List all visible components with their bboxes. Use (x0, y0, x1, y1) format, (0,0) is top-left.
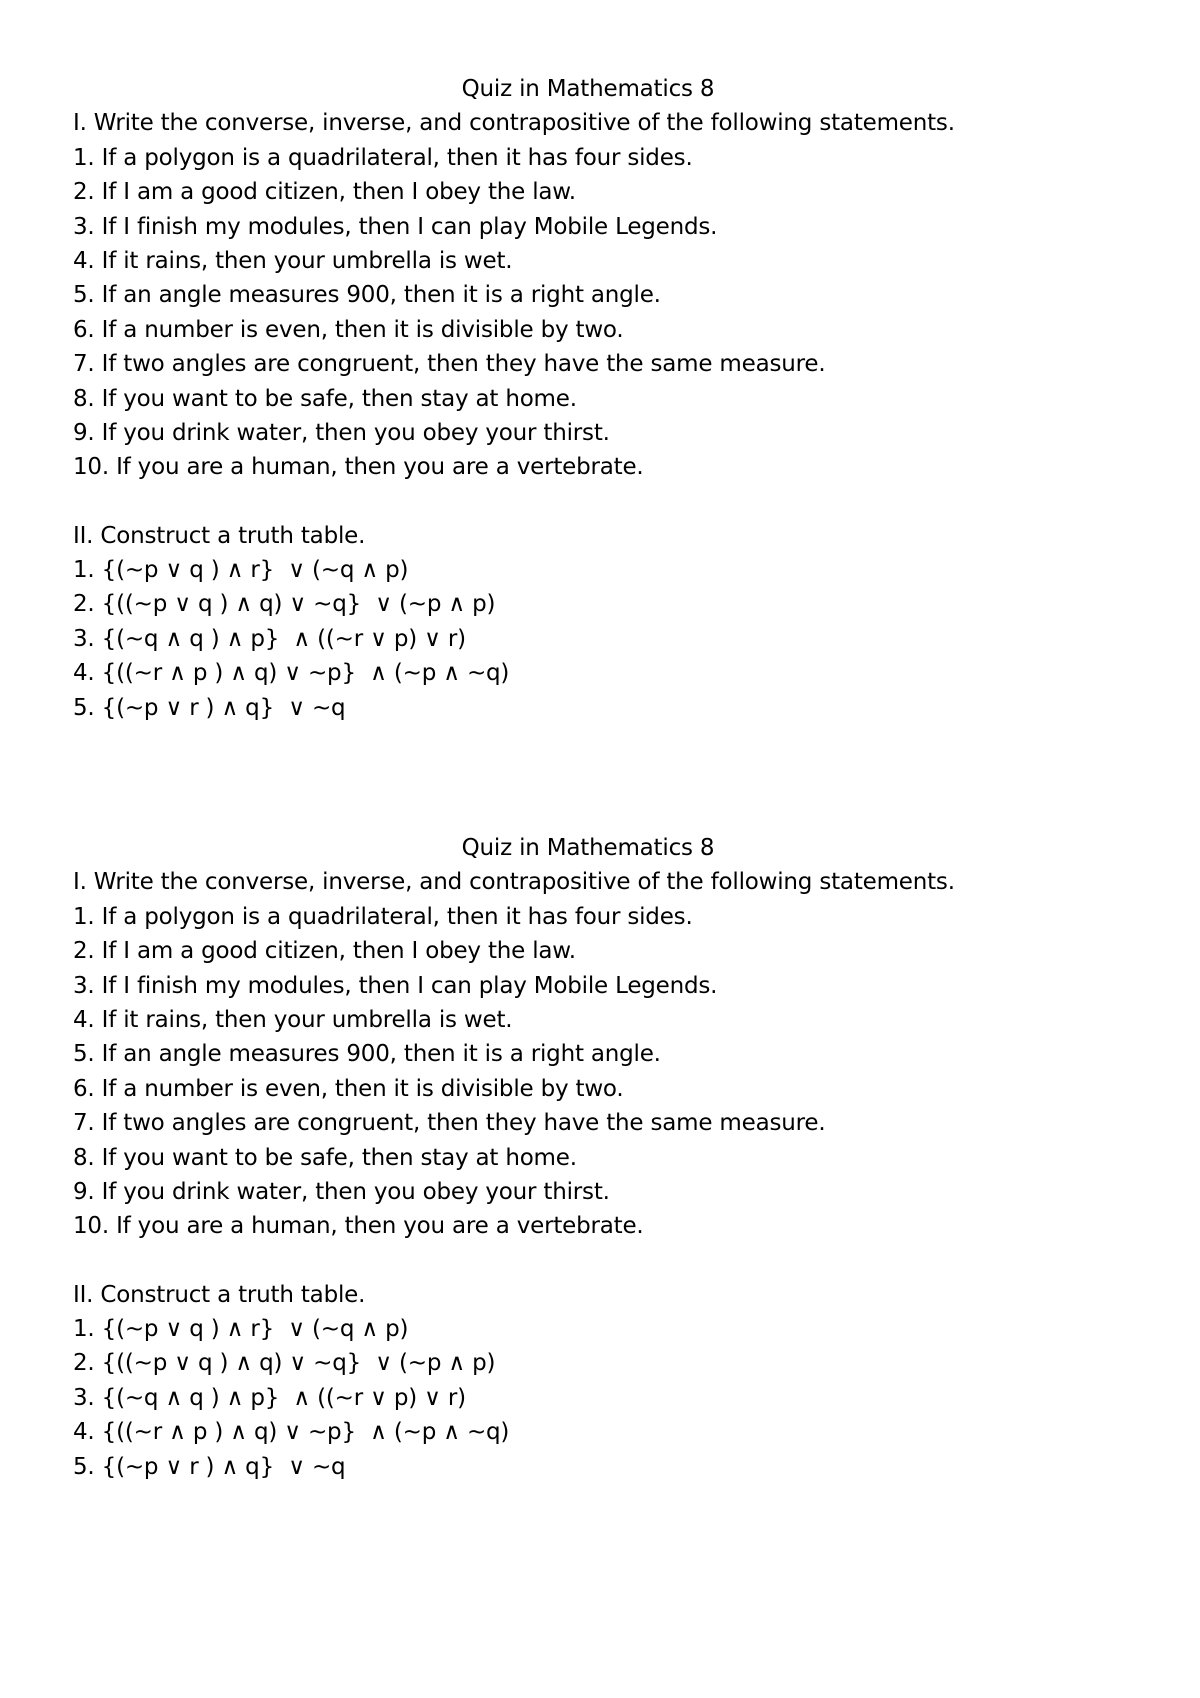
truth-table-item: 3. {(~q ∧ q ) ∧ p} ∧ ((~r ∨ p) ∨ r) (73, 625, 466, 652)
statement-item: 1. If a polygon is a quadrilateral, then it has four sides. (73, 144, 693, 171)
statement-item: 7. If two angles are congruent, then they have the same measure. (73, 351, 826, 378)
quiz-title: Quiz in Mathematics 8 (461, 76, 715, 102)
quiz-block-2 (73, 831, 1133, 1484)
statement-item: 10. If you are a human, then you are a vertebrate. (73, 454, 644, 481)
part-1-instruction: I. Write the converse, inverse, and contrapositive of the following statements. (73, 869, 955, 896)
statement-item: 8. If you want to be safe, then stay at home. (73, 385, 577, 412)
truth-table-item: 2. {((~p ∨ q ) ∧ q) ∨ ~q} ∨ (~p ∧ p) (73, 591, 496, 618)
statement-item: 5. If an angle measures 900, then it is a right angle. (73, 1041, 661, 1068)
truth-table-item: 3. {(~q ∧ q ) ∧ p} ∧ ((~r ∨ p) ∨ r) (73, 1384, 466, 1411)
truth-table-item: 5. {(~p ∨ r ) ∧ q} ∨ ~q (73, 694, 346, 721)
quiz-block-1 (73, 72, 1133, 725)
section-gap (73, 1244, 1133, 1278)
statement-item: 5. If an angle measures 900, then it is a right angle. (73, 282, 661, 309)
part-2-instruction: II. Construct a truth table. (73, 1281, 366, 1308)
statement-item: 7. If two angles are congruent, then they have the same measure. (73, 1110, 826, 1137)
statement-item: 1. If a polygon is a quadrilateral, then it has four sides. (73, 903, 693, 930)
statement-item: 4. If it rains, then your umbrella is wet. (73, 1006, 513, 1033)
truth-table-item: 1. {(~p ∨ q ) ∧ r} ∨ (~q ∧ p) (73, 557, 409, 584)
truth-table-item: 5. {(~p ∨ r ) ∧ q} ∨ ~q (73, 1453, 346, 1480)
statement-item: 3. If I finish my modules, then I can play Mobile Legends. (73, 972, 718, 999)
truth-table-item: 4. {((~r ∧ p ) ∧ q) ∨ ~p} ∧ (~p ∧ ~q) (73, 660, 510, 687)
quiz-title: Quiz in Mathematics 8 (461, 835, 715, 861)
statement-item: 2. If I am a good citizen, then I obey the law. (73, 179, 576, 206)
statement-item: 8. If you want to be safe, then stay at home. (73, 1144, 577, 1171)
section-gap (73, 485, 1133, 519)
part-2-instruction: II. Construct a truth table. (73, 522, 366, 549)
truth-table-item: 2. {((~p ∨ q ) ∧ q) ∨ ~q} ∨ (~p ∧ p) (73, 1350, 496, 1377)
statement-item: 9. If you drink water, then you obey your thirst. (73, 1178, 610, 1205)
statement-item: 4. If it rains, then your umbrella is wet. (73, 247, 513, 274)
statement-item: 9. If you drink water, then you obey your thirst. (73, 419, 610, 446)
statement-item: 6. If a number is even, then it is divisible by two. (73, 1075, 624, 1102)
truth-table-item: 4. {((~r ∧ p ) ∧ q) ∨ ~p} ∧ (~p ∧ ~q) (73, 1419, 510, 1446)
statement-item: 3. If I finish my modules, then I can play Mobile Legends. (73, 213, 718, 240)
statement-item: 6. If a number is even, then it is divisible by two. (73, 316, 624, 343)
part-1-instruction: I. Write the converse, inverse, and contrapositive of the following statements. (73, 110, 955, 137)
statement-item: 2. If I am a good citizen, then I obey the law. (73, 938, 576, 965)
truth-table-item: 1. {(~p ∨ q ) ∧ r} ∨ (~q ∧ p) (73, 1316, 409, 1343)
statement-item: 10. If you are a human, then you are a vertebrate. (73, 1213, 644, 1240)
